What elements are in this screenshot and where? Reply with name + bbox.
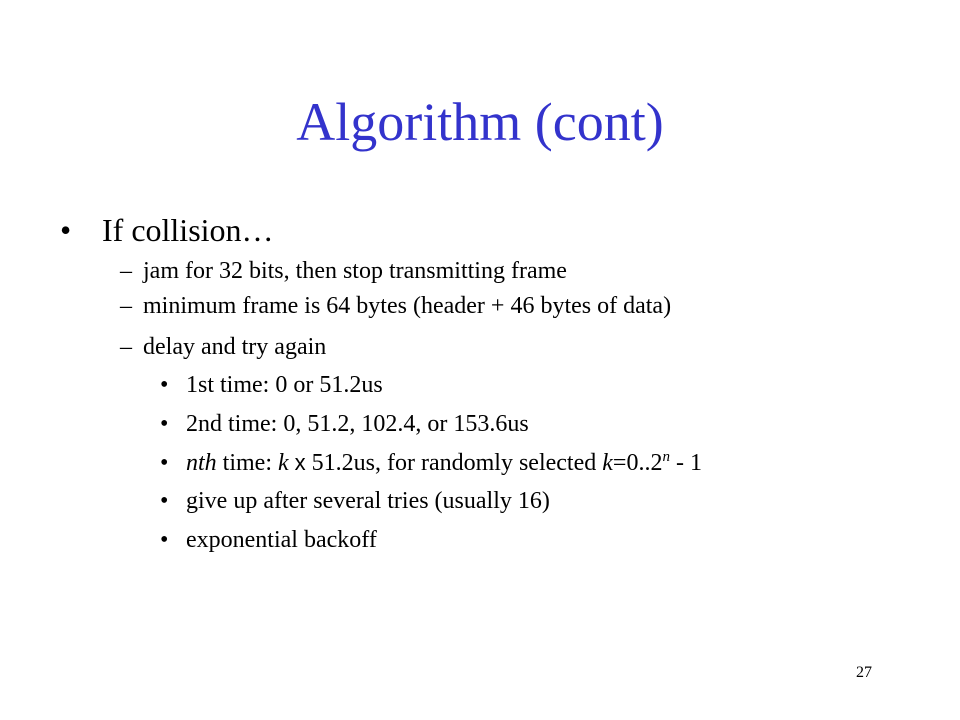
dot-bullet: • <box>160 488 169 514</box>
formula-middle: 51.2us, for randomly selected <box>305 450 603 476</box>
dash-bullet: – <box>120 293 132 319</box>
range-start: =0..2 <box>612 450 663 476</box>
sub-sub-bullet-text: 1st time: 0 or 51.2us <box>186 372 383 398</box>
dot-bullet: • <box>160 411 169 437</box>
k-variable: k <box>602 450 613 476</box>
dash-bullet: – <box>120 258 132 284</box>
dot-bullet: • <box>160 527 169 553</box>
exponent-n: n <box>662 449 670 465</box>
sub-bullet-text: minimum frame is 64 bytes (header + 46 bytes of data) <box>143 293 672 319</box>
sub-sub-bullet-text: exponential backoff <box>186 527 377 553</box>
sub-sub-bullet-text: 2nd time: 0, 51.2, 102.4, or 153.6us <box>186 411 529 437</box>
dot-bullet: • <box>160 372 169 398</box>
time-label: time: <box>216 450 278 476</box>
sub-sub-bullet-text: give up after several tries (usually 16) <box>186 488 550 514</box>
nth-time-formula <box>186 449 702 477</box>
k-variable: k <box>278 450 289 476</box>
nth-word: nth <box>186 450 217 476</box>
range-end: - 1 <box>669 450 702 476</box>
sub-bullet-text: delay and try again <box>143 334 327 360</box>
bullet-dot: • <box>60 212 72 248</box>
bullet-text: If collision… <box>102 212 274 248</box>
dash-bullet: – <box>120 334 132 360</box>
times-sign: x <box>294 450 306 475</box>
dot-bullet: • <box>160 450 169 476</box>
slide-title: Algorithm (cont) <box>296 92 664 152</box>
page-number: 27 <box>856 664 872 681</box>
sub-bullet-text: jam for 32 bits, then stop transmitting frame <box>143 258 567 284</box>
